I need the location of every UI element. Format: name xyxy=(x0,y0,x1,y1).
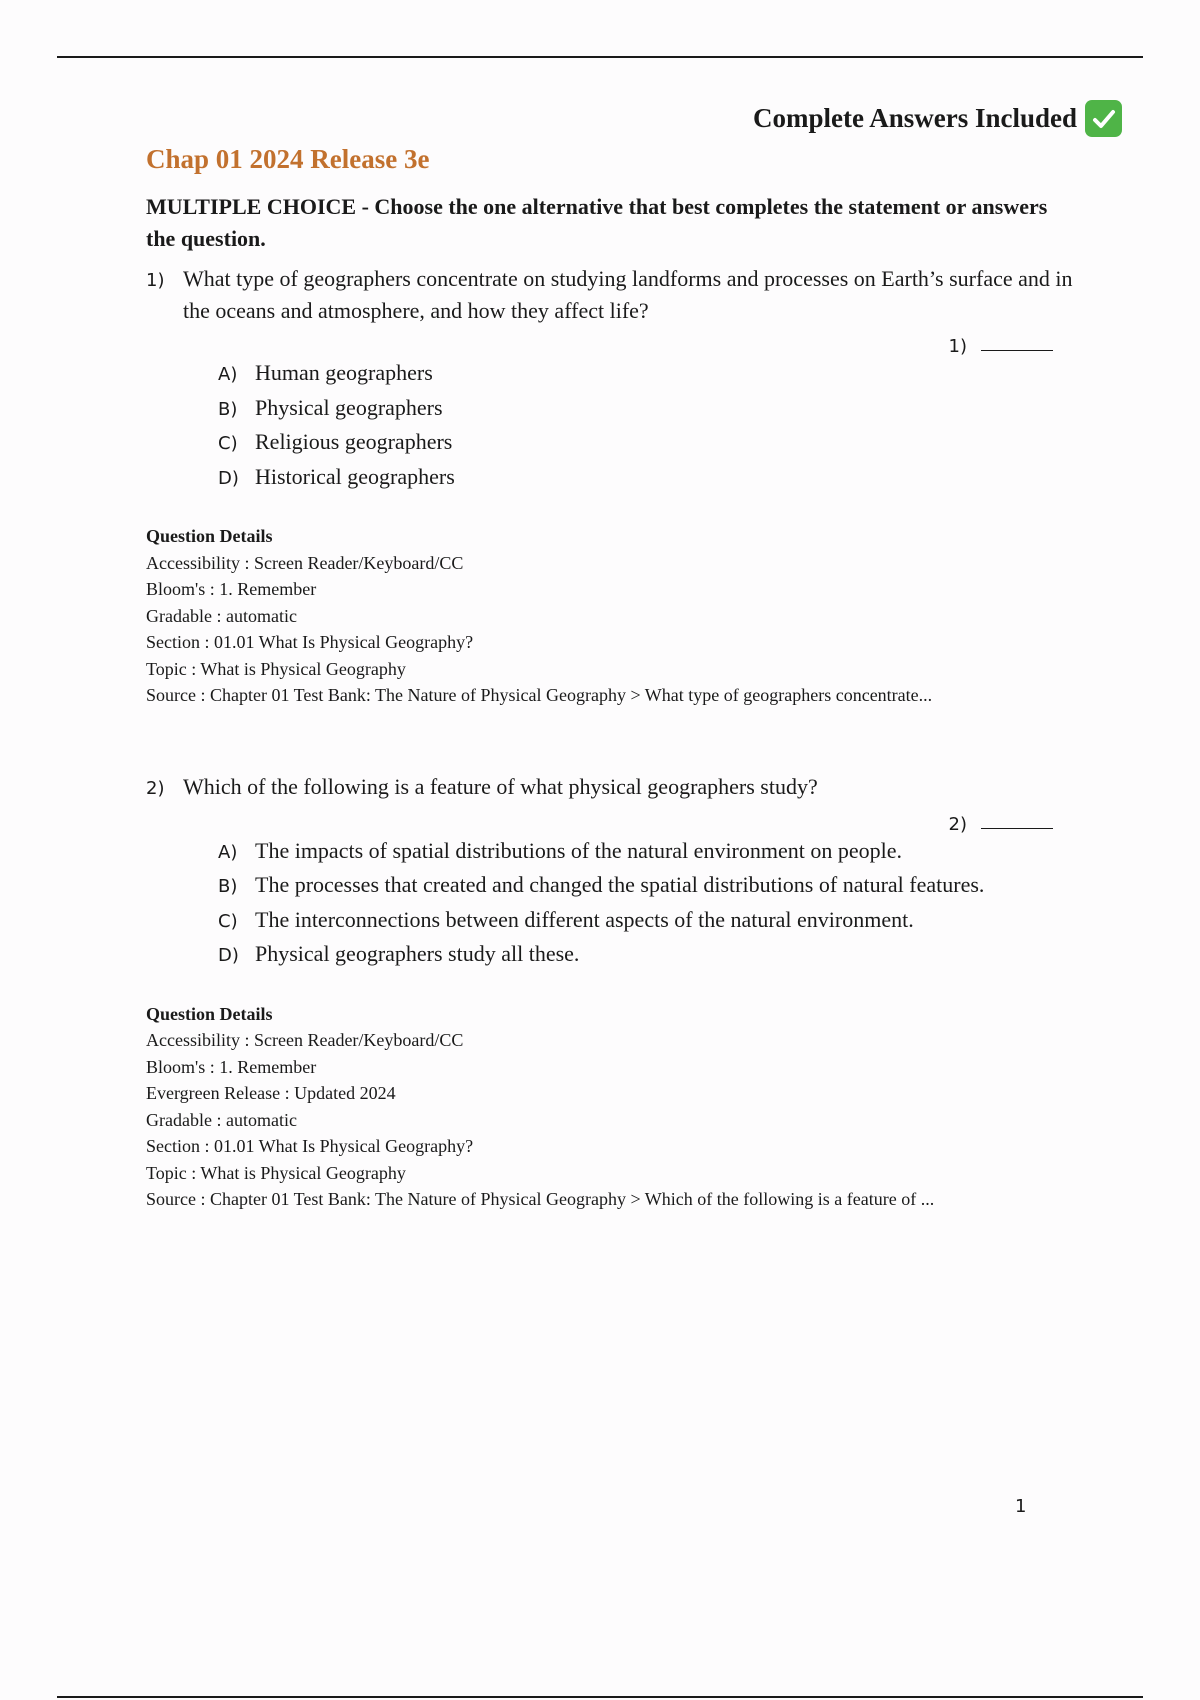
option-letter: A) xyxy=(218,364,238,385)
option-d xyxy=(218,938,1076,973)
details-title: Question Details xyxy=(146,1003,273,1024)
option-letter: B) xyxy=(218,876,238,897)
answer-label: 2) xyxy=(948,813,967,835)
instructions: MULTIPLE CHOICE - Choose the one alternative that best completes the statement or answers the question. xyxy=(146,194,1048,251)
answer-slot xyxy=(146,805,1053,835)
answer-label: 1) xyxy=(948,336,967,357)
option-list xyxy=(146,835,1076,973)
option-b xyxy=(218,869,1076,904)
chapter-title: Chap 01 2024 Release 3e xyxy=(146,144,430,174)
option-letter: D) xyxy=(218,467,239,489)
detail-line: Section : 01.01 What Is Physical Geography? xyxy=(146,1136,474,1156)
option-letter: A) xyxy=(218,841,238,863)
question-number: 2) xyxy=(146,777,165,799)
detail-line: Accessibility : Screen Reader/Keyboard/CC xyxy=(146,1030,464,1050)
details-title: Question Details xyxy=(146,526,273,546)
header-badge xyxy=(753,100,1122,137)
option-a xyxy=(218,835,1076,870)
option-text: The processes that created and changed the spatial distributions of natural features. xyxy=(255,872,985,897)
detail-line: Bloom's : 1. Remember xyxy=(146,1056,317,1077)
option-c xyxy=(218,426,1076,461)
question-2 xyxy=(146,771,1076,1213)
option-text: The interconnections between different aspects of the natural environment. xyxy=(255,906,914,932)
option-text: Historical geographers xyxy=(255,463,455,489)
detail-line: Source : Chapter 01 Test Bank: The Nature of Physical Geography > What type of geographers concentrate... xyxy=(146,685,933,705)
option-c xyxy=(218,904,1076,939)
document-content xyxy=(146,144,1076,1213)
option-text: Religious geographers xyxy=(255,429,453,454)
detail-line: Accessibility : Screen Reader/Keyboard/CC xyxy=(146,552,464,573)
question-details xyxy=(146,1001,1076,1213)
detail-line: Section : 01.01 What Is Physical Geography? xyxy=(146,632,474,652)
answer-blank xyxy=(981,350,1053,351)
top-rule xyxy=(57,56,1143,58)
option-text: Human geographers xyxy=(255,360,433,385)
badge-text: Complete Answers Included xyxy=(752,103,1077,133)
detail-line: Evergreen Release : Updated 2024 xyxy=(146,1083,396,1103)
question-details xyxy=(146,523,1076,709)
option-letter: C) xyxy=(218,433,238,454)
question-stem: What type of geographers concentrate on studying landforms and processes on Earth’s surface and in the oceans and atmosphere, and how they affect life? xyxy=(183,266,1073,323)
answer-blank xyxy=(981,828,1053,829)
option-b xyxy=(218,392,1076,427)
option-letter: C) xyxy=(218,910,238,932)
option-list xyxy=(146,357,1076,495)
detail-line: Source : Chapter 01 Test Bank: The Nature of Physical Geography > Which of the following is a feature of ... xyxy=(146,1189,935,1209)
option-letter: B) xyxy=(218,398,238,420)
question-1 xyxy=(146,263,1076,709)
option-text: Physical geographers xyxy=(255,394,443,420)
detail-line: Gradable : automatic xyxy=(146,1109,297,1130)
option-a xyxy=(218,357,1076,392)
page-number: 1 xyxy=(1015,1496,1027,1517)
detail-line: Bloom's : 1. Remember xyxy=(146,579,317,599)
question-number: 1) xyxy=(146,270,165,291)
detail-line: Topic : What is Physical Geography xyxy=(146,1162,406,1183)
option-text: The impacts of spatial distributions of the natural environment on people. xyxy=(255,837,903,863)
bottom-rule xyxy=(57,1696,1143,1698)
option-text: Physical geographers study all these. xyxy=(255,941,580,966)
answer-slot xyxy=(146,327,1053,357)
detail-line: Gradable : automatic xyxy=(146,605,297,626)
option-d xyxy=(218,461,1076,496)
check-mark-icon xyxy=(1085,100,1122,137)
detail-line: Topic : What is Physical Geography xyxy=(146,658,406,679)
option-letter: D) xyxy=(218,945,239,966)
question-stem: Which of the following is a feature of what physical geographers study? xyxy=(183,773,818,799)
